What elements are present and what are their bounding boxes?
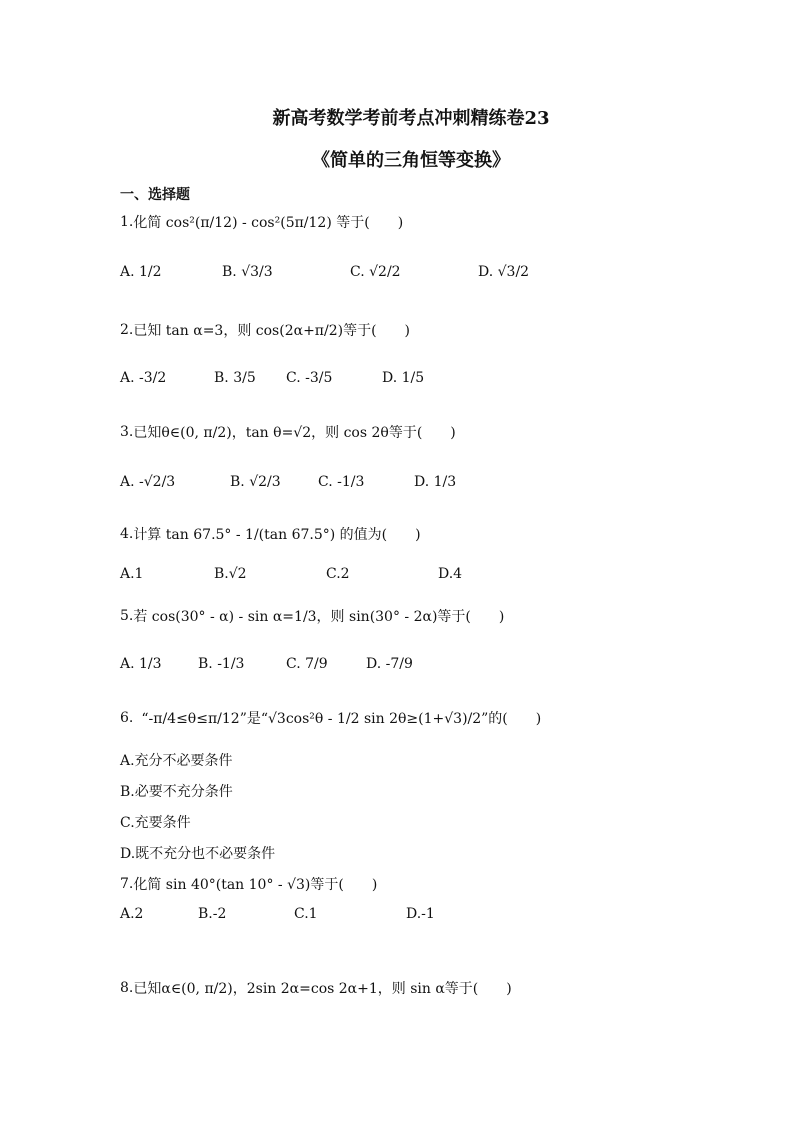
q1-option-d: D. √3/2 [478,264,530,280]
q1-option-b: B. √3/3 [222,264,273,280]
q6-option-c: C.充要条件 [120,815,191,831]
question-stem: 化简 cos²(π/12) - cos²(5π/12) 等于( ) [133,215,404,231]
q1-option-a: A. 1/2 [120,264,162,280]
q7-option-a: A.2 [120,906,144,922]
question-stem: 已知α∈(0, π/2)，2sin 2α=cos 2α+1，则 sin α等于( ) [133,981,512,997]
q4-option-d: D.4 [438,566,463,582]
q5-option-a: A. 1/3 [120,656,162,672]
q3-option-b: B. √2/3 [230,474,281,490]
question-number: 3. [120,424,134,440]
question-4 [120,524,421,544]
question-number: 1. [120,214,134,230]
question-stem: 已知 tan α=3，则 cos(2α+π/2)等于( ) [133,323,411,339]
question-7 [120,874,377,894]
question-number: 2. [120,322,134,338]
question-stem: 计算 tan 67.5° - 1/(tan 67.5°) 的值为( ) [133,527,421,543]
q2-option-a: A. -3/2 [120,370,167,386]
q4-option-c: C.2 [326,566,350,582]
question-number: 7. [120,876,134,892]
q3-option-d: D. 1/3 [414,474,457,490]
q6-option-b: B.必要不充分条件 [120,784,233,800]
question-stem: 若 cos(30° - α) - sin α=1/3，则 sin(30° - 2α)等于( ) [133,609,505,625]
q6-option-a: A.充分不必要条件 [120,753,233,769]
q6-option-d: D.既不充分也不必要条件 [120,846,276,862]
q3-option-a: A. -√2/3 [120,474,176,490]
question-1 [120,212,403,232]
question-3 [120,422,456,442]
question-8 [120,978,512,998]
q7-option-b: B.-2 [198,906,227,922]
page-subtitle: 《简单的三角恒等变换》 [312,150,510,171]
q3-option-c: C. -1/3 [318,474,365,490]
question-stem: “-π/4≤θ≤π/12”是“√3cos²θ - 1/2 sin 2θ≥(1+√3)/2”的( ) [141,711,542,727]
question-stem: 已知θ∈(0, π/2)，tan θ=√2，则 cos 2θ等于( ) [133,425,456,441]
q5-option-c: C. 7/9 [286,656,328,672]
question-6 [120,708,541,728]
q4-option-b: B.√2 [214,566,247,582]
question-number: 8. [120,980,134,996]
q2-option-c: C. -3/5 [286,370,333,386]
question-stem: 化简 sin 40°(tan 10° - √3)等于( ) [133,877,378,893]
q2-option-b: B. 3/5 [214,370,256,386]
q2-option-d: D. 1/5 [382,370,425,386]
question-number: 5. [120,608,134,624]
q7-option-d: D.-1 [406,906,435,922]
q1-option-c: C. √2/2 [350,264,401,280]
question-5 [120,606,504,626]
q4-option-a: A.1 [120,566,144,582]
page-title: 新高考数学考前考点冲刺精练卷23 [272,108,550,129]
question-number: 4. [120,526,134,542]
question-2 [120,320,410,340]
q7-option-c: C.1 [294,906,318,922]
q5-option-d: D. -7/9 [366,656,413,672]
question-number: 6. [120,710,134,726]
q5-option-b: B. -1/3 [198,656,245,672]
section-heading: 一、选择题 [120,187,190,203]
